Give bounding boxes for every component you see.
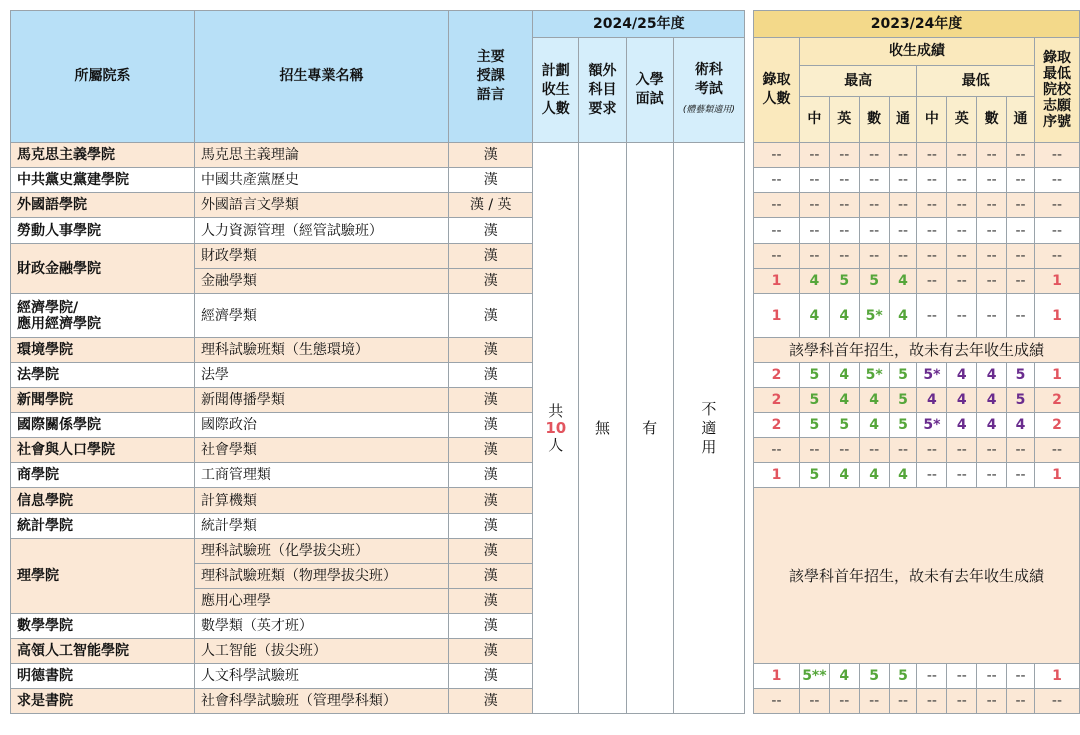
header-high-general: 通 [889, 97, 917, 143]
highest-score-general: -- [889, 689, 917, 714]
lowest-score-general: -- [1007, 463, 1035, 488]
lowest-score-general: -- [1007, 294, 1035, 338]
skill-exam-char: 不 [701, 399, 717, 418]
department-cell: 數學學院 [11, 614, 195, 639]
department-cell: 商學院 [11, 463, 195, 488]
highest-score-math: 5* [859, 363, 889, 388]
highest-score-chinese: -- [799, 438, 829, 463]
program-cell: 理科試驗班類（物理學拔尖班） [194, 564, 448, 589]
lowest-score-general: -- [1007, 438, 1035, 463]
highest-score-math: -- [859, 244, 889, 269]
highest-score-english: -- [829, 244, 859, 269]
highest-score-math: 5* [859, 294, 889, 338]
program-cell: 人工智能（拔尖班） [194, 639, 448, 664]
header-language: 主要 授課 語言 [449, 11, 533, 143]
highest-score-chinese: 4 [799, 294, 829, 338]
header-extra-subjects: 額外 科目 要求 [579, 38, 627, 143]
lowest-score-english: -- [947, 168, 977, 193]
program-cell: 金融學類 [194, 269, 448, 294]
header-scores: 收生成績 [799, 38, 1034, 66]
highest-score-general: -- [889, 143, 917, 168]
language-cell: 漢 [449, 463, 533, 488]
highest-score-math: -- [859, 689, 889, 714]
lowest-score-english: -- [947, 244, 977, 269]
lowest-preference-number: 2 [1034, 413, 1079, 438]
highest-score-general: 4 [889, 294, 917, 338]
highest-score-english: -- [829, 168, 859, 193]
highest-score-general: 4 [889, 269, 917, 294]
header-admitted: 錄取 人數 [754, 38, 800, 143]
header-high-english: 英 [829, 97, 859, 143]
language-cell: 漢 / 英 [449, 193, 533, 218]
lowest-score-general: -- [1007, 218, 1035, 244]
department-cell: 中共黨史黨建學院 [11, 168, 195, 193]
plan-intake-total [533, 143, 579, 714]
highest-score-math: 5 [859, 269, 889, 294]
header-low-math: 數 [977, 97, 1007, 143]
admitted-count: -- [754, 218, 800, 244]
highest-score-chinese: -- [799, 218, 829, 244]
lowest-score-general: -- [1007, 168, 1035, 193]
program-cell: 法學 [194, 363, 448, 388]
highest-score-chinese: 5 [799, 363, 829, 388]
lowest-score-general: -- [1007, 193, 1035, 218]
highest-score-chinese: 5** [799, 664, 829, 689]
highest-score-chinese: -- [799, 193, 829, 218]
lowest-score-math: -- [977, 269, 1007, 294]
lowest-preference-number: -- [1034, 438, 1079, 463]
highest-score-general: -- [889, 438, 917, 463]
language-cell: 漢 [449, 539, 533, 564]
program-cell: 計算機類 [194, 488, 448, 514]
header-skill-exam: 術科 考試 (體藝類適用) [673, 38, 745, 143]
language-cell: 漢 [449, 338, 533, 363]
lowest-score-chinese: -- [917, 193, 947, 218]
highest-score-math: -- [859, 218, 889, 244]
lowest-score-chinese: -- [917, 218, 947, 244]
highest-score-math: -- [859, 193, 889, 218]
highest-score-english: -- [829, 193, 859, 218]
program-cell: 統計學類 [194, 514, 448, 539]
highest-score-math: 4 [859, 388, 889, 413]
admitted-count: 1 [754, 269, 800, 294]
highest-score-english: -- [829, 143, 859, 168]
language-cell: 漢 [449, 639, 533, 664]
highest-score-chinese: 5 [799, 463, 829, 488]
highest-score-math: -- [859, 168, 889, 193]
plan-prefix: 共 [548, 401, 564, 420]
lowest-score-english: 4 [947, 388, 977, 413]
lowest-score-math: 4 [977, 413, 1007, 438]
admitted-count: 1 [754, 664, 800, 689]
lowest-score-math: -- [977, 168, 1007, 193]
program-cell: 外國語言文學類 [194, 193, 448, 218]
lowest-score-english: 4 [947, 413, 977, 438]
lowest-preference-number: 1 [1034, 463, 1079, 488]
department-cell: 勞動人事學院 [11, 218, 195, 244]
interview-cell: 有 [626, 143, 673, 714]
department-cell: 外國語學院 [11, 193, 195, 218]
lowest-preference-number: 2 [1034, 388, 1079, 413]
highest-score-math: 5 [859, 664, 889, 689]
highest-score-math: 4 [859, 463, 889, 488]
language-cell: 漢 [449, 218, 533, 244]
header-plan-intake: 計劃 收生 人數 [533, 38, 579, 143]
lowest-score-general: -- [1007, 143, 1035, 168]
column-separator [745, 11, 754, 143]
lowest-score-chinese: -- [917, 463, 947, 488]
lowest-score-math: -- [977, 463, 1007, 488]
language-cell: 漢 [449, 388, 533, 413]
program-cell: 人力資源管理（經管試驗班） [194, 218, 448, 244]
department-cell [11, 294, 195, 338]
lowest-score-chinese: -- [917, 269, 947, 294]
highest-score-math: 4 [859, 413, 889, 438]
lowest-score-english: -- [947, 294, 977, 338]
lowest-score-english: 4 [947, 363, 977, 388]
header-low-chinese: 中 [917, 97, 947, 143]
header-program: 招生專業名稱 [194, 11, 448, 143]
header-dept: 所屬院系 [11, 11, 195, 143]
lowest-preference-number: 1 [1034, 294, 1079, 338]
admitted-count: 1 [754, 294, 800, 338]
highest-score-chinese: -- [799, 689, 829, 714]
lowest-score-chinese: -- [917, 168, 947, 193]
lowest-score-math: 4 [977, 388, 1007, 413]
lowest-score-chinese: 4 [917, 388, 947, 413]
lowest-preference-number: -- [1034, 218, 1079, 244]
language-cell: 漢 [449, 438, 533, 463]
department-cell: 法學院 [11, 363, 195, 388]
admitted-count: 1 [754, 463, 800, 488]
highest-score-general: 4 [889, 463, 917, 488]
program-cell: 理科試驗班類（生態環境） [194, 338, 448, 363]
language-cell: 漢 [449, 413, 533, 438]
department-cell: 馬克思主義學院 [11, 143, 195, 168]
language-cell: 漢 [449, 589, 533, 614]
highest-score-general: 5 [889, 363, 917, 388]
highest-score-english: 5 [829, 269, 859, 294]
department-cell: 高領人工智能學院 [11, 639, 195, 664]
program-cell: 馬克思主義理論 [194, 143, 448, 168]
admitted-count: -- [754, 143, 800, 168]
highest-score-english: 5 [829, 413, 859, 438]
lowest-score-general: 5 [1007, 388, 1035, 413]
header-high-chinese: 中 [799, 97, 829, 143]
program-cell: 社會科學試驗班（管理學科類） [194, 689, 448, 714]
admitted-count: -- [754, 438, 800, 463]
lowest-score-chinese: -- [917, 689, 947, 714]
highest-score-chinese: 5 [799, 388, 829, 413]
skill-exam-char: 適 [701, 418, 717, 437]
lowest-score-general: -- [1007, 244, 1035, 269]
highest-score-general: -- [889, 244, 917, 269]
highest-score-general: 5 [889, 664, 917, 689]
lowest-score-math: -- [977, 689, 1007, 714]
plan-number: 10 [545, 418, 567, 437]
lowest-score-chinese: -- [917, 244, 947, 269]
admitted-count: 2 [754, 388, 800, 413]
language-cell: 漢 [449, 269, 533, 294]
highest-score-english: 4 [829, 463, 859, 488]
lowest-preference-number: 1 [1034, 269, 1079, 294]
lowest-score-english: -- [947, 463, 977, 488]
lowest-score-math: -- [977, 664, 1007, 689]
highest-score-general: -- [889, 218, 917, 244]
header-year-2024: 2024/25年度 [533, 11, 745, 38]
department-cell: 明德書院 [11, 664, 195, 689]
language-cell: 漢 [449, 244, 533, 269]
highest-score-english: 4 [829, 363, 859, 388]
language-cell: 漢 [449, 363, 533, 388]
lowest-score-general: 4 [1007, 413, 1035, 438]
department-cell: 國際關係學院 [11, 413, 195, 438]
highest-score-math: -- [859, 438, 889, 463]
program-cell: 經濟學類 [194, 294, 448, 338]
lowest-score-chinese: -- [917, 294, 947, 338]
lowest-score-chinese: -- [917, 438, 947, 463]
highest-score-general: -- [889, 168, 917, 193]
highest-score-general: 5 [889, 388, 917, 413]
lowest-preference-number: -- [1034, 689, 1079, 714]
highest-score-english: 4 [829, 664, 859, 689]
header-interview: 入學 面試 [626, 38, 673, 143]
lowest-score-math: -- [977, 143, 1007, 168]
lowest-score-english: -- [947, 193, 977, 218]
lowest-score-english: -- [947, 664, 977, 689]
department-cell: 信息學院 [11, 488, 195, 514]
department-line: 經濟學院/ [17, 299, 79, 316]
program-cell: 中國共產黨歷史 [194, 168, 448, 193]
language-cell: 漢 [449, 168, 533, 193]
plan-suffix: 人 [548, 435, 564, 454]
program-cell: 工商管理類 [194, 463, 448, 488]
highest-score-english: -- [829, 438, 859, 463]
lowest-score-chinese: 5* [917, 413, 947, 438]
admitted-count: 2 [754, 363, 800, 388]
program-cell: 社會學類 [194, 438, 448, 463]
department-cell: 財政金融學院 [11, 244, 195, 294]
lowest-score-general: -- [1007, 689, 1035, 714]
department-cell: 理學院 [11, 539, 195, 614]
program-cell: 新聞傳播學類 [194, 388, 448, 413]
language-cell: 漢 [449, 614, 533, 639]
lowest-preference-number: -- [1034, 193, 1079, 218]
lowest-preference-number: -- [1034, 168, 1079, 193]
department-cell: 環境學院 [11, 338, 195, 363]
header-low-general: 通 [1007, 97, 1035, 143]
skill-exam-cell [673, 143, 745, 714]
department-cell: 社會與人口學院 [11, 438, 195, 463]
lowest-score-math: -- [977, 438, 1007, 463]
highest-score-english: 4 [829, 388, 859, 413]
language-cell: 漢 [449, 514, 533, 539]
program-cell: 財政學類 [194, 244, 448, 269]
admitted-count: -- [754, 244, 800, 269]
highest-score-english: -- [829, 689, 859, 714]
lowest-score-english: -- [947, 438, 977, 463]
program-cell: 應用心理學 [194, 589, 448, 614]
program-cell: 國際政治 [194, 413, 448, 438]
lowest-score-english: -- [947, 689, 977, 714]
lowest-score-math: 4 [977, 363, 1007, 388]
highest-score-general: 5 [889, 413, 917, 438]
lowest-score-english: -- [947, 143, 977, 168]
lowest-preference-number: -- [1034, 143, 1079, 168]
highest-score-english: 4 [829, 294, 859, 338]
lowest-preference-number: 1 [1034, 664, 1079, 689]
department-cell: 求是書院 [11, 689, 195, 714]
department-cell: 新聞學院 [11, 388, 195, 413]
highest-score-chinese: -- [799, 244, 829, 269]
lowest-score-math: -- [977, 294, 1007, 338]
lowest-preference-number: 1 [1034, 363, 1079, 388]
header-skill-note: (體藝類適用) [682, 104, 735, 115]
header-year-2023: 2023/24年度 [754, 11, 1080, 38]
admissions-table [10, 10, 1080, 714]
header-lowest: 最低 [917, 66, 1034, 97]
header-highest: 最高 [799, 66, 917, 97]
lowest-score-math: -- [977, 244, 1007, 269]
admitted-count: -- [754, 689, 800, 714]
language-cell: 漢 [449, 294, 533, 338]
language-cell: 漢 [449, 564, 533, 589]
highest-score-general: -- [889, 193, 917, 218]
language-cell: 漢 [449, 664, 533, 689]
table-row [11, 143, 1080, 168]
highest-score-english: -- [829, 218, 859, 244]
program-cell: 數學類（英才班） [194, 614, 448, 639]
program-cell: 人文科學試驗班 [194, 664, 448, 689]
lowest-score-english: -- [947, 218, 977, 244]
lowest-score-general: -- [1007, 664, 1035, 689]
language-cell: 漢 [449, 689, 533, 714]
department-line: 應用經濟學院 [17, 315, 101, 332]
highest-score-chinese: 4 [799, 269, 829, 294]
department-cell: 統計學院 [11, 514, 195, 539]
first-year-note-block: 該學科首年招生，故未有去年收生成績 [754, 488, 1080, 664]
header-high-math: 數 [859, 97, 889, 143]
lowest-score-chinese: -- [917, 664, 947, 689]
highest-score-chinese: 5 [799, 413, 829, 438]
lowest-preference-number: -- [1034, 244, 1079, 269]
program-cell: 理科試驗班（化學拔尖班） [194, 539, 448, 564]
first-year-note: 該學科首年招生，故未有去年收生成績 [754, 338, 1080, 363]
header-lowest-preference: 錄取 最低 院校 志願 序號 [1034, 38, 1079, 143]
admitted-count: -- [754, 193, 800, 218]
lowest-score-general: 5 [1007, 363, 1035, 388]
language-cell: 漢 [449, 488, 533, 514]
highest-score-chinese: -- [799, 143, 829, 168]
lowest-score-math: -- [977, 218, 1007, 244]
skill-exam-char: 用 [701, 437, 717, 456]
admitted-count: -- [754, 168, 800, 193]
lowest-score-general: -- [1007, 269, 1035, 294]
lowest-score-math: -- [977, 193, 1007, 218]
lowest-score-english: -- [947, 269, 977, 294]
admissions-table-container [10, 10, 1080, 714]
highest-score-math: -- [859, 143, 889, 168]
extra-requirement-cell: 無 [579, 143, 627, 714]
column-separator [745, 143, 754, 714]
language-cell: 漢 [449, 143, 533, 168]
header-low-english: 英 [947, 97, 977, 143]
lowest-score-chinese: 5* [917, 363, 947, 388]
lowest-score-chinese: -- [917, 143, 947, 168]
highest-score-chinese: -- [799, 168, 829, 193]
admitted-count: 2 [754, 413, 800, 438]
